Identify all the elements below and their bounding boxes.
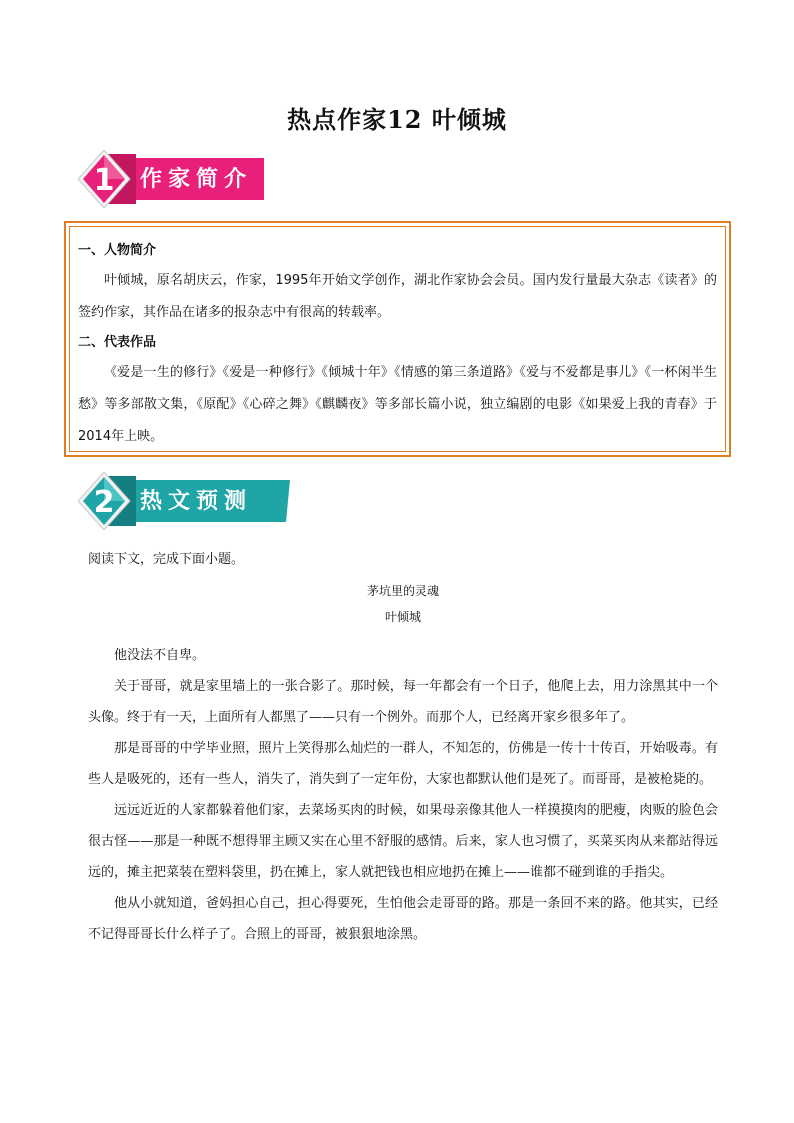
- section-header-author-intro: [78, 150, 264, 208]
- section-number-1: 1: [93, 163, 115, 198]
- section-label-author-intro: 作家简介: [140, 166, 253, 192]
- story-paragraph: 他没法不自卑。: [114, 648, 206, 663]
- intro-heading-works: 二、代表作品: [78, 335, 157, 350]
- reading-instruction: 阅读下文，完成下面小题。: [88, 552, 245, 567]
- intro-heading-bio: 一、人物简介: [78, 243, 157, 258]
- page-title: 热点作家12 叶倾城: [287, 105, 507, 134]
- section-number-2: 2: [93, 485, 115, 520]
- intro-paragraph-bio: 叶倾城，原名胡庆云，作家，1995年开始文学创作，湖北作家协会会员。国内发行量最大杂志《读者》的签约作家，其作品在诸多的报杂志中有很高的转载率。: [78, 273, 717, 320]
- story-paragraph: 他从小就知道，爸妈担心自己，担心得要死，生怕他会走哥哥的路。那是一条回不来的路。他其实，已经不记得哥哥长什么样子了。合照上的哥哥，被狠狠地涂黑。: [88, 896, 718, 942]
- section-header-hot-prediction: [78, 472, 290, 530]
- section-label-hot-prediction: 热文预测: [140, 488, 253, 514]
- story-paragraph: 那是哥哥的中学毕业照，照片上笑得那么灿烂的一群人，不知怎的，仿佛是一传十十传百，开始吸毒。有些人是吸死的，还有一些人，消失了，消失到了一定年份，大家也都默认他们是死了。而哥哥，是被枪毙的。: [88, 741, 718, 787]
- story-title: 茅坑里的灵魂: [366, 584, 439, 598]
- story-paragraph: 远远近近的人家都躲着他们家，去菜场买肉的时候，如果母亲像其他人一样摸摸肉的肥瘦，肉贩的脸色会很古怪——那是一种既不想得罪主顾又实在心里不舒服的感情。后来，家人也习惯了，买菜买肉从来都站得远远的，摊主把菜装在塑料袋里，扔在摊上，家人就把钱也相应地扔在摊上——谁都不碰到谁的手指尖。: [88, 803, 718, 880]
- story-author: 叶倾城: [384, 610, 421, 624]
- author-intro-box: [64, 221, 731, 457]
- intro-paragraph-works: 《爱是一生的修行》《爱是一种修行》《倾城十年》《情感的第三条道路》《爱与不爱都是事儿》《一杯闲半生愁》等多部散文集，《原配》《心碎之舞》《麒麟夜》等多部长篇小说，独立编剧的电影《如果爱上我的青春》于2014年上映。: [78, 365, 717, 444]
- story-paragraph: 关于哥哥，就是家里墙上的一张合影了。那时候，每一年都会有一个日子，他爬上去，用力涂黑其中一个头像。终于有一天，上面所有人都黑了——只有一个例外。而那个人，已经离开家乡很多年了。: [88, 679, 718, 725]
- story: [88, 578, 718, 950]
- author-intro-content: [69, 226, 726, 452]
